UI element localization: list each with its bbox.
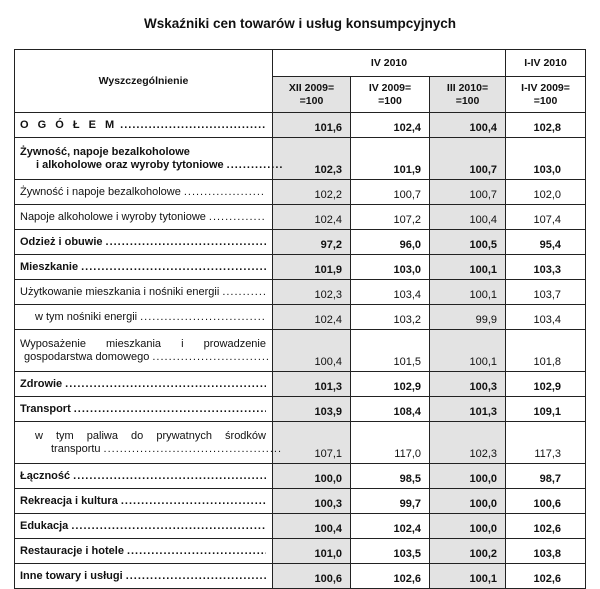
- column-header-i-iv-2009: [506, 77, 586, 113]
- table-row: [15, 305, 586, 330]
- dot-leader: [73, 470, 266, 482]
- value-cell: 100,7: [351, 180, 430, 205]
- value-cell: 101,5: [351, 330, 430, 372]
- row-label-line: gospodarstwa domowego: [24, 350, 150, 363]
- value-cell: 103,2: [351, 305, 430, 330]
- column-header-line: =100: [533, 94, 558, 107]
- table-row: [15, 113, 586, 138]
- value-cell: 100,1: [430, 564, 506, 589]
- row-label-text: Restauracje i hotele: [20, 545, 124, 557]
- value-cell: 100,1: [430, 330, 506, 372]
- value-cell: 102,9: [351, 372, 430, 397]
- row-label: [15, 514, 273, 539]
- row-label: [15, 539, 273, 564]
- dot-leader: [106, 236, 266, 248]
- value-cell: 100,3: [430, 372, 506, 397]
- column-header-line: III 2010=: [446, 81, 489, 94]
- table-row: [15, 205, 586, 230]
- dot-leader: [71, 520, 266, 532]
- value-cell: 102,3: [430, 422, 506, 464]
- value-cell: 98,5: [351, 464, 430, 489]
- value-cell: 102,3: [273, 138, 351, 180]
- value-cell: 102,0: [506, 180, 586, 205]
- value-cell: 101,0: [273, 539, 351, 564]
- value-cell: 101,9: [351, 138, 430, 180]
- row-label-text: Mieszkanie: [20, 261, 79, 273]
- row-label-line: i alkoholowe oraz wyroby tytoniowe: [36, 158, 224, 171]
- row-label-text: Rekreacja i kultura: [20, 495, 118, 507]
- row-label: [15, 372, 273, 397]
- value-cell: 101,8: [506, 330, 586, 372]
- value-cell: 100,7: [430, 180, 506, 205]
- value-cell: 107,4: [506, 205, 586, 230]
- value-cell: 101,3: [430, 397, 506, 422]
- table-row: [15, 564, 586, 589]
- table-row: [15, 255, 586, 280]
- row-label: [15, 113, 273, 138]
- dot-leader: [140, 311, 266, 323]
- value-cell: 103,5: [351, 539, 430, 564]
- row-label: [15, 397, 273, 422]
- table-row: [15, 464, 586, 489]
- row-label-text: Łączność: [20, 470, 71, 482]
- column-group-iv-2010: IV 2010: [273, 50, 506, 77]
- value-cell: 102,4: [351, 514, 430, 539]
- value-cell: 103,9: [273, 397, 351, 422]
- row-label-text: Odzież i obuwie: [20, 236, 103, 248]
- value-cell: 102,6: [506, 514, 586, 539]
- value-cell: 117,0: [351, 422, 430, 464]
- value-cell: 100,7: [430, 138, 506, 180]
- value-cell: 100,4: [430, 205, 506, 230]
- value-cell: 102,8: [506, 113, 586, 138]
- value-cell: 102,4: [273, 305, 351, 330]
- value-cell: 101,9: [273, 255, 351, 280]
- value-cell: 100,2: [430, 539, 506, 564]
- row-label: [15, 564, 273, 589]
- value-cell: 107,1: [273, 422, 351, 464]
- table-row: [15, 514, 586, 539]
- dot-leader: [126, 570, 266, 582]
- column-header-line: I-IV 2009=: [521, 81, 570, 94]
- dot-leader: [127, 545, 266, 557]
- table-row: [15, 422, 586, 464]
- row-label: [15, 205, 273, 230]
- value-cell: 98,7: [506, 464, 586, 489]
- value-cell: 103,0: [351, 255, 430, 280]
- value-cell: 100,4: [430, 113, 506, 138]
- value-cell: 103,4: [351, 280, 430, 305]
- row-label: [15, 180, 273, 205]
- row-label-text: Zdrowie: [20, 378, 63, 390]
- value-cell: 103,0: [506, 138, 586, 180]
- value-cell: 103,4: [506, 305, 586, 330]
- price-index-table: [14, 49, 586, 589]
- column-header-description: Wyszczególnienie: [15, 50, 273, 113]
- row-label-text: Żywność i napoje bezalkoholowe: [20, 186, 181, 198]
- value-cell: 100,1: [430, 280, 506, 305]
- table-row: [15, 180, 586, 205]
- row-label: [15, 489, 273, 514]
- value-cell: 102,6: [351, 564, 430, 589]
- row-label: [15, 422, 273, 464]
- value-cell: 99,9: [430, 305, 506, 330]
- dot-leader: [209, 211, 266, 223]
- dot-leader: [65, 378, 266, 390]
- row-label-text: Inne towary i usługi: [20, 570, 123, 582]
- table-row: [15, 138, 586, 180]
- value-cell: 103,7: [506, 280, 586, 305]
- value-cell: 103,8: [506, 539, 586, 564]
- column-header-line: =100: [455, 94, 480, 107]
- table-row: [15, 489, 586, 514]
- value-cell: 100,1: [430, 255, 506, 280]
- dot-leader: [222, 286, 266, 298]
- value-cell: 117,3: [506, 422, 586, 464]
- dot-leader: [74, 403, 266, 415]
- row-label-text: O G Ó Ł E M: [20, 119, 118, 131]
- value-cell: 100,6: [273, 564, 351, 589]
- table-row: [15, 230, 586, 255]
- value-cell: 100,0: [430, 489, 506, 514]
- value-cell: 95,4: [506, 230, 586, 255]
- row-label-line: Żywność, napoje bezalkoholowe: [20, 145, 190, 158]
- dot-leader: [81, 261, 266, 273]
- column-header-iii-2010: [430, 77, 506, 113]
- row-label-line: Wyposażenie mieszkania i prowadzenie: [20, 337, 266, 350]
- value-cell: 96,0: [351, 230, 430, 255]
- column-header-line: XII 2009=: [288, 81, 335, 94]
- value-cell: 109,1: [506, 397, 586, 422]
- header-row-groups: [15, 50, 586, 77]
- table-row: [15, 330, 586, 372]
- value-cell: 99,7: [351, 489, 430, 514]
- row-label: [15, 280, 273, 305]
- value-cell: 103,3: [506, 255, 586, 280]
- column-header-line: =100: [299, 94, 324, 107]
- row-label: [15, 464, 273, 489]
- dot-leader: [121, 495, 266, 507]
- value-cell: 100,0: [273, 464, 351, 489]
- row-label: [15, 305, 273, 330]
- row-label: [15, 330, 273, 372]
- dot-leader: [184, 186, 266, 198]
- value-cell: 102,3: [273, 280, 351, 305]
- row-label: [15, 138, 273, 180]
- value-cell: 100,4: [273, 330, 351, 372]
- dot-leader: [104, 443, 282, 456]
- table-row: [15, 372, 586, 397]
- value-cell: 102,2: [273, 180, 351, 205]
- value-cell: 100,3: [273, 489, 351, 514]
- row-label-line: transportu: [51, 442, 101, 455]
- value-cell: 100,4: [273, 514, 351, 539]
- value-cell: 97,2: [273, 230, 351, 255]
- table-row: [15, 539, 586, 564]
- value-cell: 102,9: [506, 372, 586, 397]
- row-label-text: w tym nośniki energii: [35, 311, 138, 323]
- value-cell: 101,3: [273, 372, 351, 397]
- value-cell: 100,5: [430, 230, 506, 255]
- value-cell: 101,6: [273, 113, 351, 138]
- value-cell: 102,4: [273, 205, 351, 230]
- value-cell: 100,0: [430, 464, 506, 489]
- column-group-i-iv-2010: I-IV 2010: [506, 50, 586, 77]
- row-label: [15, 255, 273, 280]
- dot-leader: [152, 351, 270, 364]
- row-label-text: Napoje alkoholowe i wyroby tytoniowe: [20, 211, 206, 223]
- table-row: [15, 397, 586, 422]
- dot-leader: [120, 119, 266, 131]
- row-label-text: Transport: [20, 403, 71, 415]
- value-cell: 102,4: [351, 113, 430, 138]
- value-cell: 102,6: [506, 564, 586, 589]
- column-header-iv-2009: [351, 77, 430, 113]
- row-label: [15, 230, 273, 255]
- table-title: Wskaźniki cen towarów i usług konsumpcyjnych: [143, 16, 457, 31]
- value-cell: 100,6: [506, 489, 586, 514]
- column-header-xii-2009: [273, 77, 351, 113]
- value-cell: 107,2: [351, 205, 430, 230]
- row-label-text: Edukacja: [20, 520, 69, 532]
- value-cell: 108,4: [351, 397, 430, 422]
- column-header-line: IV 2009=: [368, 81, 412, 94]
- value-cell: 100,0: [430, 514, 506, 539]
- row-label-text: Użytkowanie mieszkania i nośniki energii: [20, 286, 220, 298]
- dot-leader: [227, 159, 282, 172]
- column-header-line: =100: [378, 94, 402, 107]
- table-row: [15, 280, 586, 305]
- row-label-line: w tym paliwa do prywatnych środków: [35, 429, 266, 442]
